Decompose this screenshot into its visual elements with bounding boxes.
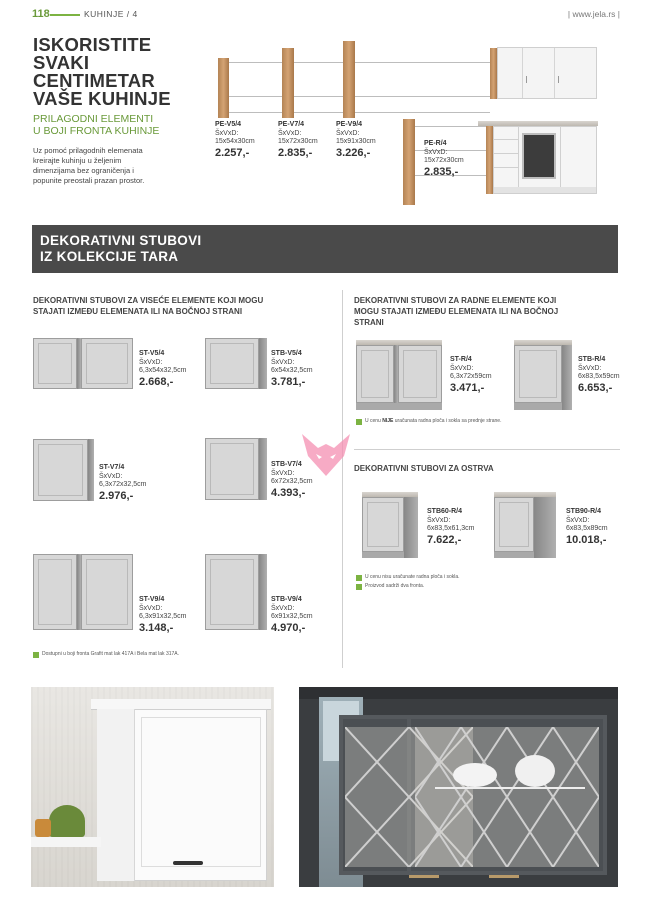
ostrvo-note-1: U cenu nisu uračunate radna ploča i sokla. (356, 574, 629, 581)
product-image-stb60-r (362, 492, 418, 558)
right-column-title: DEKORATIVNI STUBOVI ZA RADNE ELEMENTE KOJI MOGU STAJATI IZMEĐU ELEMENATA ILI NA BOČNOJ STRANI (354, 296, 559, 327)
hero-subtitle: PRILAGODNI ELEMENTI U BOJI FRONTA KUHINJE (33, 113, 160, 137)
panel-pe-v9 (343, 41, 355, 118)
website-link[interactable]: | www.jela.rs | (567, 9, 620, 19)
product-stb-r: STB-R/4 ŠxVxD: 6x83,5x59cm 6.653,- (578, 356, 620, 394)
product-stb-v7: STB-V7/4 ŠxVxD: 6x72x32,5cm 4.393,- (271, 461, 313, 499)
page-number: 118 (32, 8, 50, 20)
section-banner-title: DEKORATIVNI STUBOVI IZ KOLEKCIJE TARA (40, 233, 202, 264)
product-image-st-r (356, 340, 442, 410)
color-availability-note: Dostupni u boji fronta Grafit mat lak 417A i Bela mat lak 317A. (33, 651, 342, 658)
product-st-v9: ST-V9/4 ŠxVxD: 6,3x91x32,5cm 3.148,- (139, 596, 187, 634)
product-stb-v9: STB-V9/4 ŠxVxD: 6x91x32,5cm 4.970,- (271, 596, 313, 634)
product-st-v7: ST-V7/4 ŠxVxD: 6,3x72x32,5cm 2.976,- (99, 464, 147, 502)
product-image-st-v7 (33, 439, 94, 501)
product-image-stb-v5 (205, 338, 267, 389)
product-stb-v5: STB-V5/4 ŠxVxD: 6x54x32,5cm 3.781,- (271, 350, 313, 388)
pe-item: PE-R/4 ŠxVxD: 15x72x30cm 2.835,- (424, 140, 464, 178)
product-st-r: ST-R/4 ŠxVxD: 6,3x72x59cm 3.471,- (450, 356, 492, 394)
worktop-note: U cenu NIJE uračunata radna ploča i sokla sa prednje strane. (356, 418, 629, 425)
pe-item: PE-V9/4 ŠxVxD: 15x91x30cm 3.226,- (336, 121, 376, 159)
base-cabinets-illustration (493, 126, 597, 194)
photo-glass-cabinets (299, 687, 618, 887)
hero-title: ISKORISTITE SVAKI CENTIMETAR VAŠE KUHINJE (33, 34, 171, 109)
product-image-stb-v7 (205, 438, 267, 500)
wall-cabinets-illustration (497, 47, 597, 99)
fox-logo-icon (298, 430, 354, 480)
horizontal-divider (354, 449, 620, 450)
ostrvo-note-2: Proizvod sadrži dva fronta. (356, 583, 629, 590)
product-st-v5: ST-V5/4 ŠxVxD: 6,3x54x32,5cm 2.668,- (139, 350, 187, 388)
ostrvo-title: DEKORATIVNI STUBOVI ZA OSTRVA (354, 464, 494, 473)
product-stb60-r: STB60-R/4 ŠxVxD: 6x83,5x61,3cm 7.622,- (427, 508, 475, 546)
product-stb90-r: STB90-R/4 ŠxVxD: 6x83,5x89cm 10.018,- (566, 508, 608, 546)
left-column-title: DEKORATIVNI STUBOVI ZA VISEĆE ELEMENTE KOJI MOGU STAJATI IZMEĐU ELEMENATA ILI NA BOČNOJ STRANI (33, 296, 264, 316)
product-image-stb90-r (494, 492, 556, 558)
hero-description: Uz pomoć prilagodnih elemenata kreirajte kuhinju u željenim dimenzijama bez ograničenja i popunite preostali prazan prostor. (33, 146, 145, 185)
header-rule (50, 14, 80, 16)
product-image-stb-r (514, 340, 572, 410)
section-label: KUHINJE / 4 (84, 9, 138, 19)
panel-pe-v7 (282, 48, 294, 118)
pe-item: PE-V7/4 ŠxVxD: 15x72x30cm 2.835,- (278, 121, 318, 159)
panel-pe-v5 (218, 58, 229, 118)
pe-item: PE-V5/4 ŠxVxD: 15x54x30cm 2.257,- (215, 121, 255, 159)
product-image-stb-v9 (205, 554, 267, 630)
panel-pe-r (403, 119, 415, 205)
product-image-st-v5 (33, 338, 133, 389)
photo-white-cabinet (31, 687, 274, 887)
product-image-st-v9 (33, 554, 133, 630)
